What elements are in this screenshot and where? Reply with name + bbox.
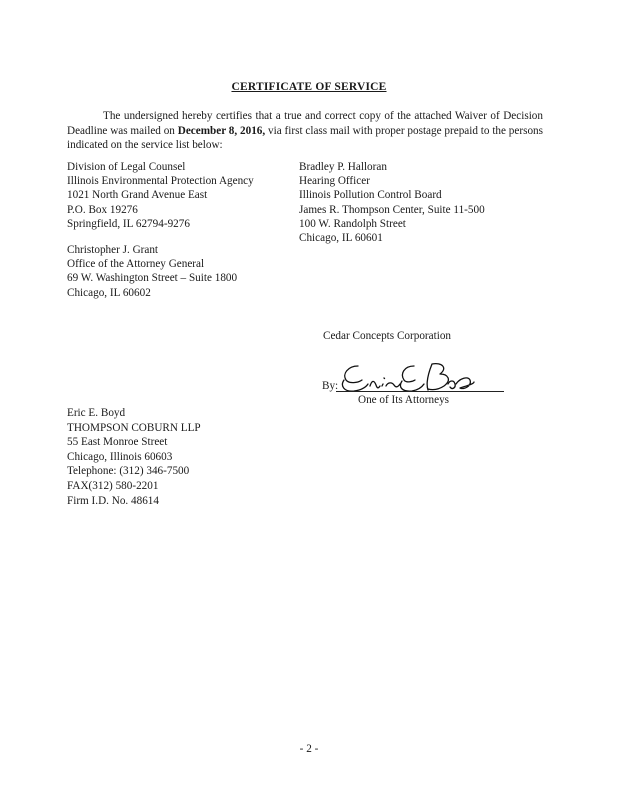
address-line: P.O. Box 19276	[67, 203, 138, 216]
address-line: Illinois Pollution Control Board	[299, 189, 442, 202]
mailing-date: December 8, 2016,	[177, 124, 266, 137]
paragraph-text-after-date: via first class mail with proper postage prepaid to the persons indicated on the service list below:	[67, 124, 543, 152]
certificate-title: CERTIFICATE OF SERVICE	[231, 81, 387, 93]
address-line: Chicago, IL 60601	[299, 232, 383, 245]
client-company-name: Cedar Concepts Corporation	[323, 330, 452, 342]
attorney-line: THOMPSON COBURN LLP	[67, 421, 201, 434]
signature-line	[336, 391, 504, 392]
certification-paragraph	[67, 109, 543, 153]
address-line: James R. Thompson Center, Suite 11-500	[299, 203, 485, 216]
signature-caption: One of Its Attorneys	[358, 394, 450, 406]
address-line: Bradley P. Halloran	[299, 161, 387, 173]
address-line: 100 W. Randolph Street	[299, 217, 406, 230]
page-number: - 2 -	[299, 743, 319, 755]
address-line: Christopher J. Grant	[67, 244, 159, 256]
address-line: Chicago, IL 60602	[67, 286, 151, 299]
attorney-contact-block	[67, 406, 201, 508]
address-line: 1021 North Grand Avenue East	[67, 189, 208, 202]
recipient-address-epa	[67, 160, 254, 231]
attorney-line: Chicago, Illinois 60603	[67, 450, 173, 463]
address-line: Office of the Attorney General	[67, 258, 205, 271]
attorney-line: Eric E. Boyd	[67, 407, 126, 419]
paragraph-text-before-date: The undersigned hereby certifies that a true and correct copy of the attached Waiver of Decision Deadline was mailed on	[67, 110, 543, 137]
address-line: 69 W. Washington Street – Suite 1800	[67, 272, 238, 285]
recipient-address-hearing-officer	[299, 160, 485, 245]
address-line: Springfield, IL 62794-9276	[67, 217, 190, 230]
by-label: By:	[322, 380, 339, 392]
attorney-line: FAX(312) 580-2201	[67, 479, 159, 492]
attorney-line: Firm I.D. No. 48614	[67, 494, 159, 507]
address-line: Hearing Officer	[299, 175, 370, 188]
address-line: Illinois Environmental Protection Agency	[67, 175, 254, 188]
attorney-line: 55 East Monroe Street	[67, 436, 168, 449]
attorney-line: Telephone: (312) 346-7500	[67, 465, 190, 478]
recipient-address-attorney-general	[67, 243, 237, 300]
address-line: Division of Legal Counsel	[67, 161, 186, 173]
